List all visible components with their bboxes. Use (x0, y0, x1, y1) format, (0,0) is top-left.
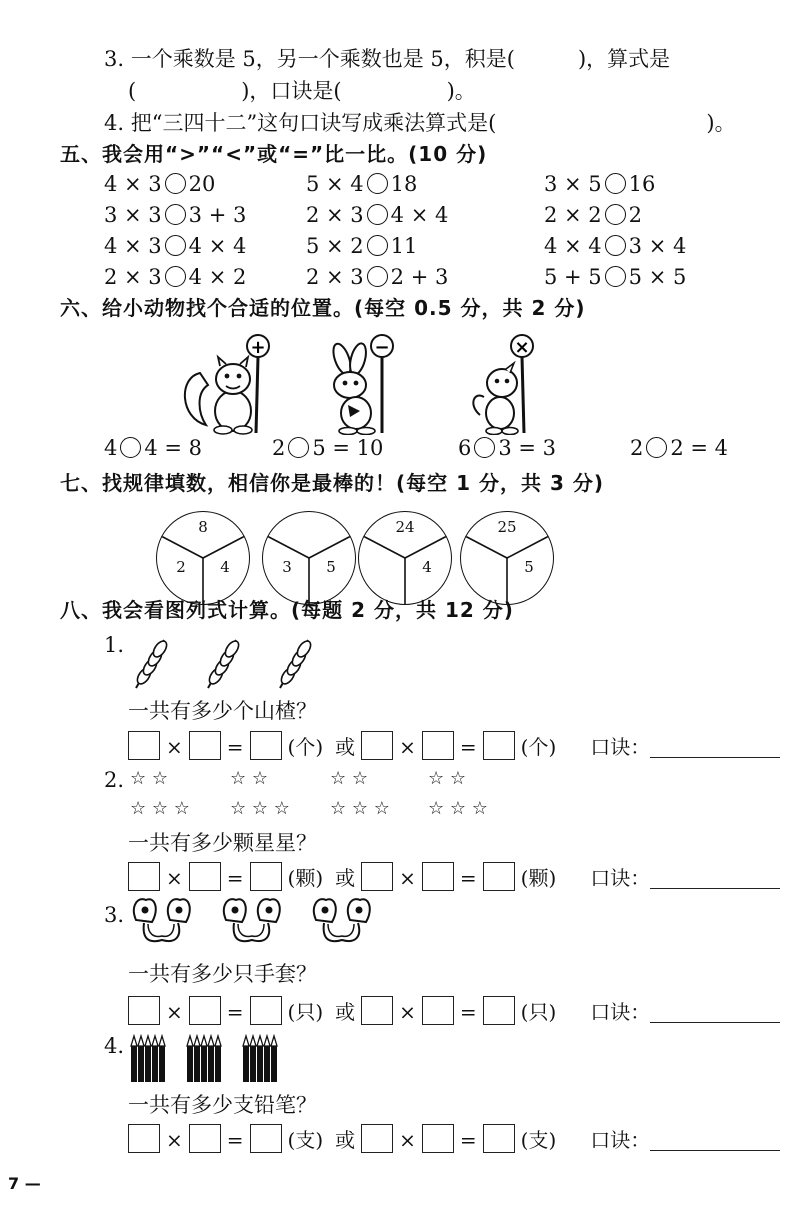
compare-item (306, 203, 448, 227)
times-sign: × (514, 337, 530, 358)
times-sign: × (399, 866, 416, 890)
glove-pair-icon (134, 899, 190, 941)
equation-left: 4 (104, 436, 118, 460)
number-wheel (460, 511, 554, 605)
problem4-question: 一共有多少支铅笔？ (128, 1093, 317, 1117)
answer-circle[interactable] (367, 266, 388, 287)
answer-box[interactable] (361, 862, 393, 891)
gloves-picture (128, 896, 390, 956)
unit-label: (支) (287, 1128, 324, 1152)
answer-line (128, 996, 780, 1025)
answer-box[interactable] (128, 1124, 160, 1153)
compare-right: 2 (628, 203, 643, 227)
answer-box[interactable] (483, 731, 515, 760)
unit-label: (个) (520, 735, 557, 759)
compare-right: 4 × 4 (188, 234, 247, 258)
wheel-top-number[interactable]: 25 (497, 518, 517, 536)
wheel-right-number[interactable]: 4 (422, 558, 432, 576)
answer-box[interactable] (422, 731, 454, 760)
problem3-question: 一共有多少只手套？ (128, 962, 317, 986)
star-group: ☆ ☆ (230, 768, 268, 789)
star-group: ☆ ☆ (428, 768, 466, 789)
unit-label: (支) (520, 1128, 557, 1152)
answer-line (128, 731, 780, 760)
answer-circle[interactable] (646, 437, 667, 458)
answer-box[interactable] (361, 731, 393, 760)
animal-equation (630, 436, 728, 460)
wheel-right-number[interactable]: 5 (326, 558, 336, 576)
answer-circle[interactable] (165, 204, 186, 225)
answer-box[interactable] (483, 1124, 515, 1153)
q4-text: 4. 把“三四十二”这句口诀写成乘法算式是( )。 (104, 111, 736, 135)
equation-right: 4 = 8 (144, 436, 203, 460)
answer-box[interactable] (189, 862, 221, 891)
koujue-label: 口诀： (590, 735, 651, 759)
compare-item (104, 203, 246, 227)
plus-sign: + (250, 337, 266, 358)
times-sign-icon (512, 333, 532, 359)
times-sign: × (166, 866, 183, 890)
or-label: 或 (335, 735, 356, 759)
star-group: ☆ ☆ ☆ (428, 798, 488, 819)
star-group: ☆ ☆ (130, 768, 168, 789)
wheel-left-number[interactable]: 3 (282, 558, 292, 576)
koujue-answer-line[interactable] (650, 864, 780, 889)
pencil-bundle-icon (131, 1036, 165, 1082)
compare-item (544, 203, 642, 227)
wheel-top-number[interactable]: 8 (198, 518, 208, 536)
answer-circle[interactable] (288, 437, 309, 458)
equals-sign: = (226, 735, 244, 759)
answer-box[interactable] (422, 996, 454, 1025)
answer-circle[interactable] (367, 235, 388, 256)
compare-item (544, 234, 686, 258)
compare-item (104, 265, 246, 289)
number-wheel (262, 511, 356, 605)
problem1-number: 1. (104, 633, 125, 657)
unit-label: (颗) (520, 866, 557, 890)
wheel-right-number[interactable]: 4 (220, 558, 230, 576)
answer-line (128, 862, 780, 891)
equals-sign: = (459, 735, 477, 759)
compare-item (306, 265, 448, 289)
star-group: ☆ ☆ (330, 768, 368, 789)
equation-left: 2 (630, 436, 644, 460)
q3-line2: ( )，口诀是( )。 (128, 79, 476, 103)
answer-box[interactable] (250, 862, 282, 891)
section8-title: 八、我会看图列式计算。(每题 2 分，共 12 分) (60, 598, 514, 622)
compare-right: 20 (188, 172, 216, 196)
hawthorn-skewers-picture (130, 636, 330, 692)
answer-box[interactable] (250, 731, 282, 760)
answer-circle[interactable] (605, 266, 626, 287)
compare-item (544, 265, 686, 289)
compare-left: 4 × 3 (104, 172, 162, 196)
compare-left: 2 × 2 (544, 203, 602, 227)
equation-left: 2 (272, 436, 286, 460)
or-label: 或 (335, 866, 356, 890)
answer-box[interactable] (128, 996, 160, 1025)
wheel-top-number[interactable]: 24 (395, 518, 415, 536)
equation-left: 6 (458, 436, 472, 460)
answer-circle[interactable] (605, 235, 626, 256)
unit-label: (个) (287, 735, 324, 759)
times-sign: × (166, 1128, 183, 1152)
equals-sign: = (459, 1000, 477, 1024)
compare-left: 3 × 3 (104, 203, 162, 227)
compare-item (104, 172, 215, 196)
answer-box[interactable] (250, 1124, 282, 1153)
compare-left: 5 × 4 (306, 172, 364, 196)
answer-circle[interactable] (474, 437, 495, 458)
wheel-left-number[interactable]: 2 (176, 558, 186, 576)
compare-item (104, 234, 246, 258)
star-group: ☆ ☆ ☆ (230, 798, 290, 819)
compare-right: 4 × 2 (188, 265, 247, 289)
equation-right: 5 = 10 (312, 436, 384, 460)
koujue-answer-line[interactable] (650, 1126, 780, 1151)
problem4-number: 4. (104, 1034, 125, 1058)
answer-box[interactable] (483, 862, 515, 891)
plus-sign-icon (248, 333, 268, 359)
compare-left: 2 × 3 (306, 203, 364, 227)
hawthorn-skewer-icon (135, 639, 170, 688)
equals-sign: = (226, 1000, 244, 1024)
animal-equation (458, 436, 556, 460)
q3-line1: 3. 一个乘数是 5，另一个乘数也是 5，积是( )，算式是 (104, 47, 671, 71)
animal-equation (104, 436, 202, 460)
answer-box[interactable] (483, 996, 515, 1025)
star-group: ☆ ☆ ☆ (130, 798, 190, 819)
animal-equation (272, 436, 383, 460)
unit-label: (只) (520, 1000, 557, 1024)
answer-circle[interactable] (367, 204, 388, 225)
answer-circle[interactable] (605, 204, 626, 225)
equals-sign: = (226, 1128, 244, 1152)
or-label: 或 (335, 1000, 356, 1024)
minus-sign-icon (372, 333, 392, 359)
problem1-question: 一共有多少个山楂？ (128, 699, 317, 723)
answer-line (128, 1124, 780, 1153)
answer-box[interactable] (128, 862, 160, 891)
answer-box[interactable] (422, 1124, 454, 1153)
answer-box[interactable] (250, 996, 282, 1025)
star-group: ☆ ☆ ☆ (330, 798, 390, 819)
compare-right: 5 × 5 (628, 265, 687, 289)
compare-right: 2 + 3 (390, 265, 449, 289)
koujue-label: 口诀： (590, 866, 651, 890)
unit-label: (只) (287, 1000, 324, 1024)
times-sign: × (166, 735, 183, 759)
problem2-question: 一共有多少颗星星？ (128, 831, 317, 855)
answer-box[interactable] (361, 996, 393, 1025)
section6-title: 六、给小动物找个合适的位置。(每空 0.5 分，共 2 分) (60, 296, 586, 320)
unit-label: (颗) (287, 866, 324, 890)
minus-sign: − (374, 337, 390, 358)
problem2-number: 2. (104, 768, 125, 792)
section5-title: 五、我会用“>”“<”或“=”比一比。(10 分) (60, 142, 488, 166)
answer-box[interactable] (128, 731, 160, 760)
wheel-right-number[interactable]: 5 (524, 558, 534, 576)
equation-right: 3 = 3 (498, 436, 557, 460)
compare-item (544, 172, 655, 196)
compare-right: 18 (390, 172, 418, 196)
problem3-number: 3. (104, 903, 125, 927)
compare-right: 11 (390, 234, 418, 258)
compare-left: 2 × 3 (104, 265, 162, 289)
answer-box[interactable] (189, 1124, 221, 1153)
section7-title: 七、找规律填数，相信你是最棒的！(每空 1 分，共 3 分) (60, 471, 604, 495)
compare-left: 4 × 3 (104, 234, 162, 258)
times-sign: × (399, 735, 416, 759)
answer-box[interactable] (361, 1124, 393, 1153)
answer-circle[interactable] (120, 437, 141, 458)
answer-circle[interactable] (165, 173, 186, 194)
compare-right: 3 × 4 (628, 234, 687, 258)
compare-item (306, 172, 417, 196)
page-number: 7 — (8, 1174, 41, 1193)
equals-sign: = (459, 866, 477, 890)
pencils-picture (128, 1034, 284, 1086)
answer-box[interactable] (189, 731, 221, 760)
compare-right: 3 + 3 (188, 203, 247, 227)
number-wheel (358, 511, 452, 605)
equals-sign: = (226, 866, 244, 890)
answer-circle[interactable] (605, 173, 626, 194)
equals-sign: = (459, 1128, 477, 1152)
koujue-answer-line[interactable] (650, 733, 780, 758)
compare-left: 3 × 5 (544, 172, 602, 196)
koujue-label: 口诀： (590, 1128, 651, 1152)
answer-box[interactable] (189, 996, 221, 1025)
koujue-label: 口诀： (590, 1000, 651, 1024)
answer-circle[interactable] (165, 235, 186, 256)
or-label: 或 (335, 1128, 356, 1152)
answer-circle[interactable] (367, 173, 388, 194)
times-sign: × (399, 1000, 416, 1024)
koujue-answer-line[interactable] (650, 998, 780, 1023)
equation-right: 2 = 4 (670, 436, 729, 460)
answer-box[interactable] (422, 862, 454, 891)
compare-item (306, 234, 417, 258)
compare-left: 4 × 4 (544, 234, 602, 258)
times-sign: × (166, 1000, 183, 1024)
times-sign: × (399, 1128, 416, 1152)
compare-left: 2 × 3 (306, 265, 364, 289)
compare-left: 5 + 5 (544, 265, 602, 289)
compare-left: 5 × 2 (306, 234, 364, 258)
answer-circle[interactable] (165, 266, 186, 287)
compare-right: 4 × 4 (390, 203, 449, 227)
number-wheel (156, 511, 250, 605)
compare-right: 16 (628, 172, 656, 196)
